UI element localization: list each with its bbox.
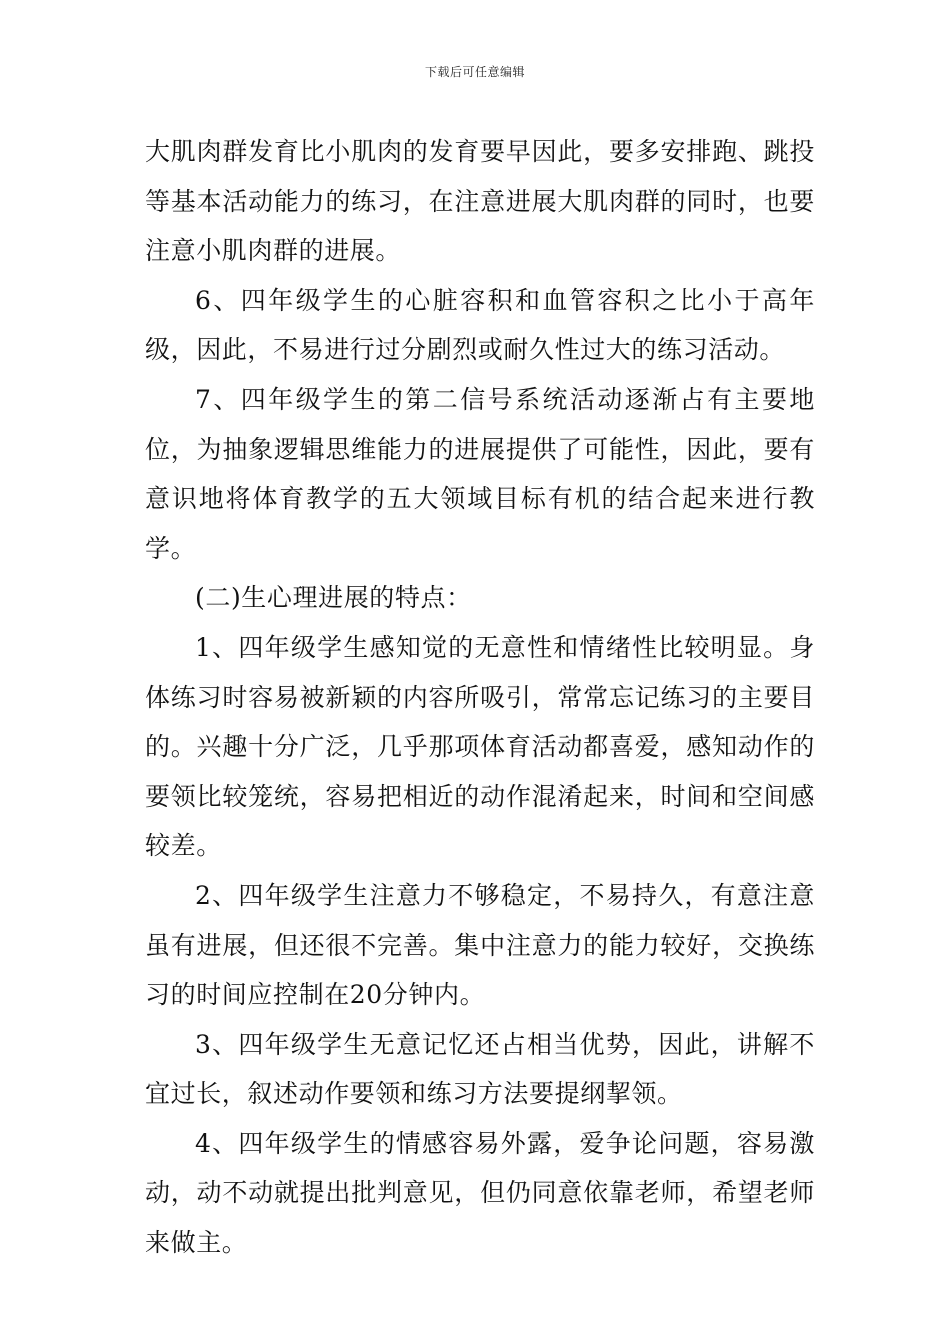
section-heading: (二)生心理进展的特点：: [195, 583, 472, 613]
document-body: [145, 127, 815, 1268]
paragraph-item-3: 3、四年级学生无意记忆还占相当优势，因此，讲解不宜过长，叙述动作要领和练习方法要提纲挈领。: [145, 1029, 815, 1109]
paragraph-item-6: 6、四年级学生的心脏容积和血管容积之比小于高年级，因此，不易进行过分剧烈或耐久性过大的练习活动。: [145, 285, 815, 365]
paragraph-item-2: 2、四年级学生注意力不够稳定，不易持久，有意注意虽有进展，但还很不完善。集中注意力的能力较好，交换练习的时间应控制在20分钟内。: [145, 880, 815, 1010]
paragraph-item-4: 4、四年级学生的情感容易外露，爱争论问题，容易激动，动不动就提出批判意见，但仍同意依靠老师，希望老师来做主。: [145, 1128, 815, 1258]
paragraph-continuation: 大肌肉群发育比小肌肉的发育要早因此，要多安排跑、跳投等基本活动能力的练习，在注意进展大肌肉群的同时，也要注意小肌肉群的进展。: [145, 137, 815, 266]
paragraph-item-7: 7、四年级学生的第二信号系统活动逐渐占有主要地位，为抽象逻辑思维能力的进展提供了可能性，因此，要有意识地将体育教学的五大领域目标有机的结合起来进行教学。: [145, 384, 815, 563]
page-header: 下载后可任意编辑: [424, 65, 525, 79]
paragraph-item-1: 1、四年级学生感知觉的无意性和情绪性比较明显。身体练习时容易被新颖的内容所吸引，常常忘记练习的主要目的。兴趣十分广泛，几乎那项体育活动都喜爱，感知动作的要领比较笼统，容易把相近的动作混淆起来，时间和空间感较差。: [145, 632, 815, 861]
